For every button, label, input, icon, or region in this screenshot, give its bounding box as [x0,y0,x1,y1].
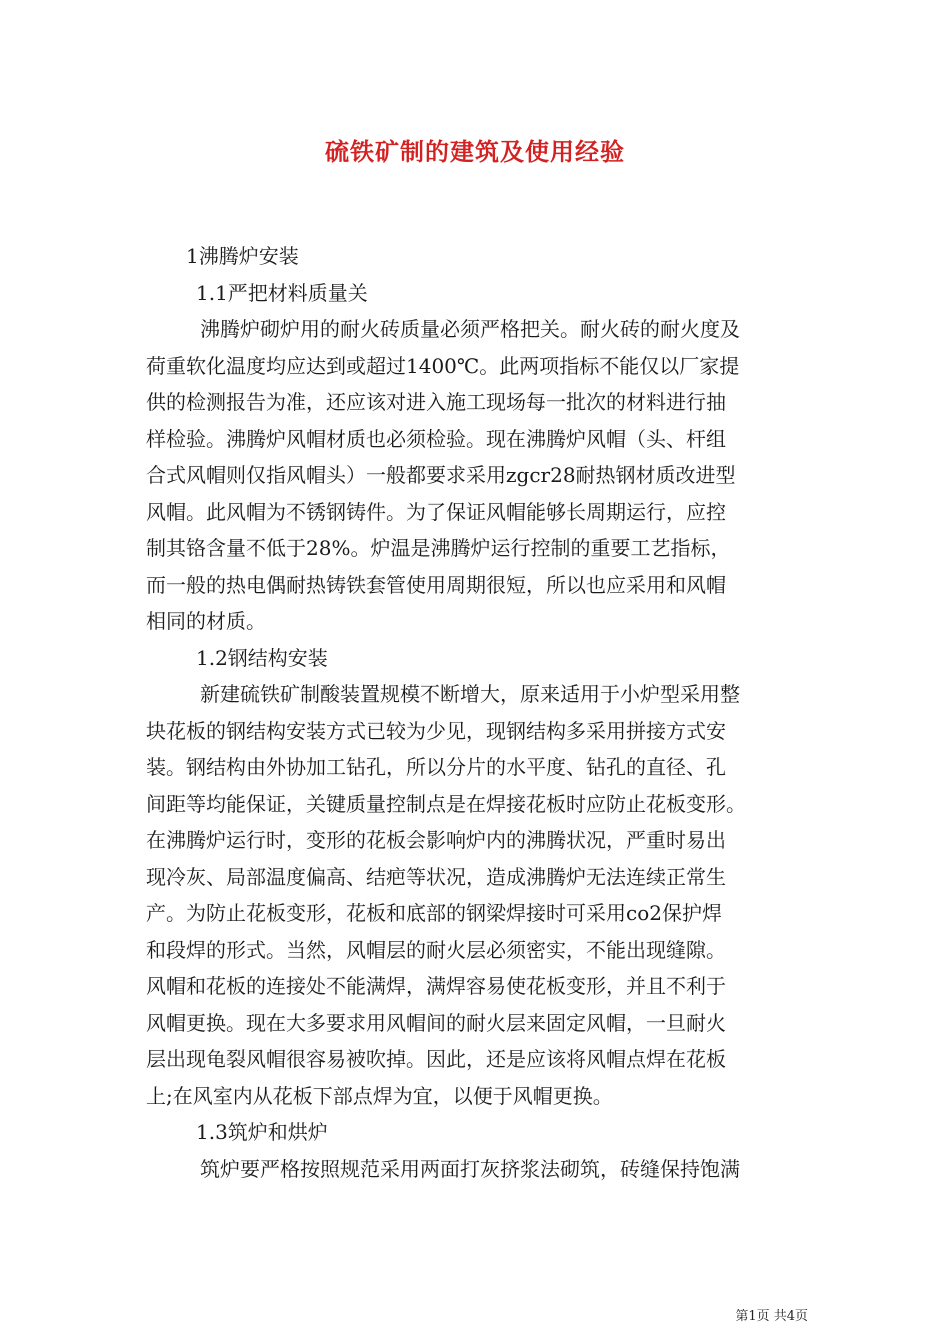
document-title: 硫铁矿制的建筑及使用经验 [325,137,625,166]
paragraph-line: 装。钢结构由外协加工钻孔，所以分片的水平度、钻孔的直径、孔 [146,755,726,779]
paragraph-line: 层出现龟裂风帽很容易被吹掉。因此，还是应该将风帽点焊在花板 [146,1047,726,1071]
subsection-heading: 1.2钢结构安装 [196,645,328,670]
paragraph-line: 荷重软化温度均应达到或超过1400℃。此两项指标不能仅以厂家提 [146,353,740,378]
paragraph-line: 供的检测报告为准，还应该对进入施工现场每一批次的材料进行抽 [146,390,726,414]
page-footer: 第1页 共4页 [735,1309,808,1324]
paragraph-line: 风帽和花板的连接处不能满焊，满焊容易使花板变形，并且不利于 [146,974,726,998]
paragraph-line: 沸腾炉砌炉用的耐火砖质量必须严格把关。耐火砖的耐火度及 [200,317,740,341]
paragraph-line: 间距等均能保证，关键质量控制点是在焊接花板时应防止花板变形。 [146,791,746,816]
paragraph-line: 新建硫铁矿制酸装置规模不断增大，原来适用于小炉型采用整 [200,682,740,706]
paragraph-line: 产。为防止花板变形，花板和底部的钢梁焊接时可采用co2保护焊 [146,901,722,925]
paragraph-line: 样检验。沸腾炉风帽材质也必须检验。现在沸腾炉风帽（头、杆组 [146,426,726,451]
document-body [146,238,808,1187]
paragraph-line: 块花板的钢结构安装方式已较为少见，现钢结构多采用拼接方式安 [146,718,726,743]
paragraph-line: 风帽更换。现在大多要求用风帽间的耐火层来固定风帽，一旦耐火 [146,1010,726,1035]
subsection-heading: 1.3筑炉和烘炉 [196,1120,328,1144]
paragraph-line: 风帽。此风帽为不锈钢铸件。为了保证风帽能够长周期运行，应控 [146,499,726,524]
subsection-heading: 1.1严把材料质量关 [196,280,368,305]
paragraph-line: 和段焊的形式。当然，风帽层的耐火层必须密实，不能出现缝隙。 [146,937,726,962]
section-heading: 1沸腾炉安装 [186,244,299,268]
paragraph-line: 上;在风室内从花板下部点焊为宜，以便于风帽更换。 [146,1083,613,1108]
paragraph-line: 制其铬含量不低于28%。炉温是沸腾炉运行控制的重要工艺指标， [146,536,731,560]
paragraph-line: 在沸腾炉运行时，变形的花板会影响炉内的沸腾状况，严重时易出 [146,828,726,852]
paragraph-line: 合式风帽则仅指风帽头）一般都要求采用zgcr28耐热钢材质改进型 [146,463,736,487]
paragraph-line: 相同的材质。 [146,609,266,633]
paragraph-line: 筑炉要严格按照规范采用两面打灰挤浆法砌筑，砖缝保持饱满 [200,1156,740,1181]
paragraph-line: 而一般的热电偶耐热铸铁套管使用周期很短，所以也应采用和风帽 [146,572,726,597]
paragraph-line: 现冷灰、局部温度偏高、结疤等状况，造成沸腾炉无法连续正常生 [146,864,726,889]
